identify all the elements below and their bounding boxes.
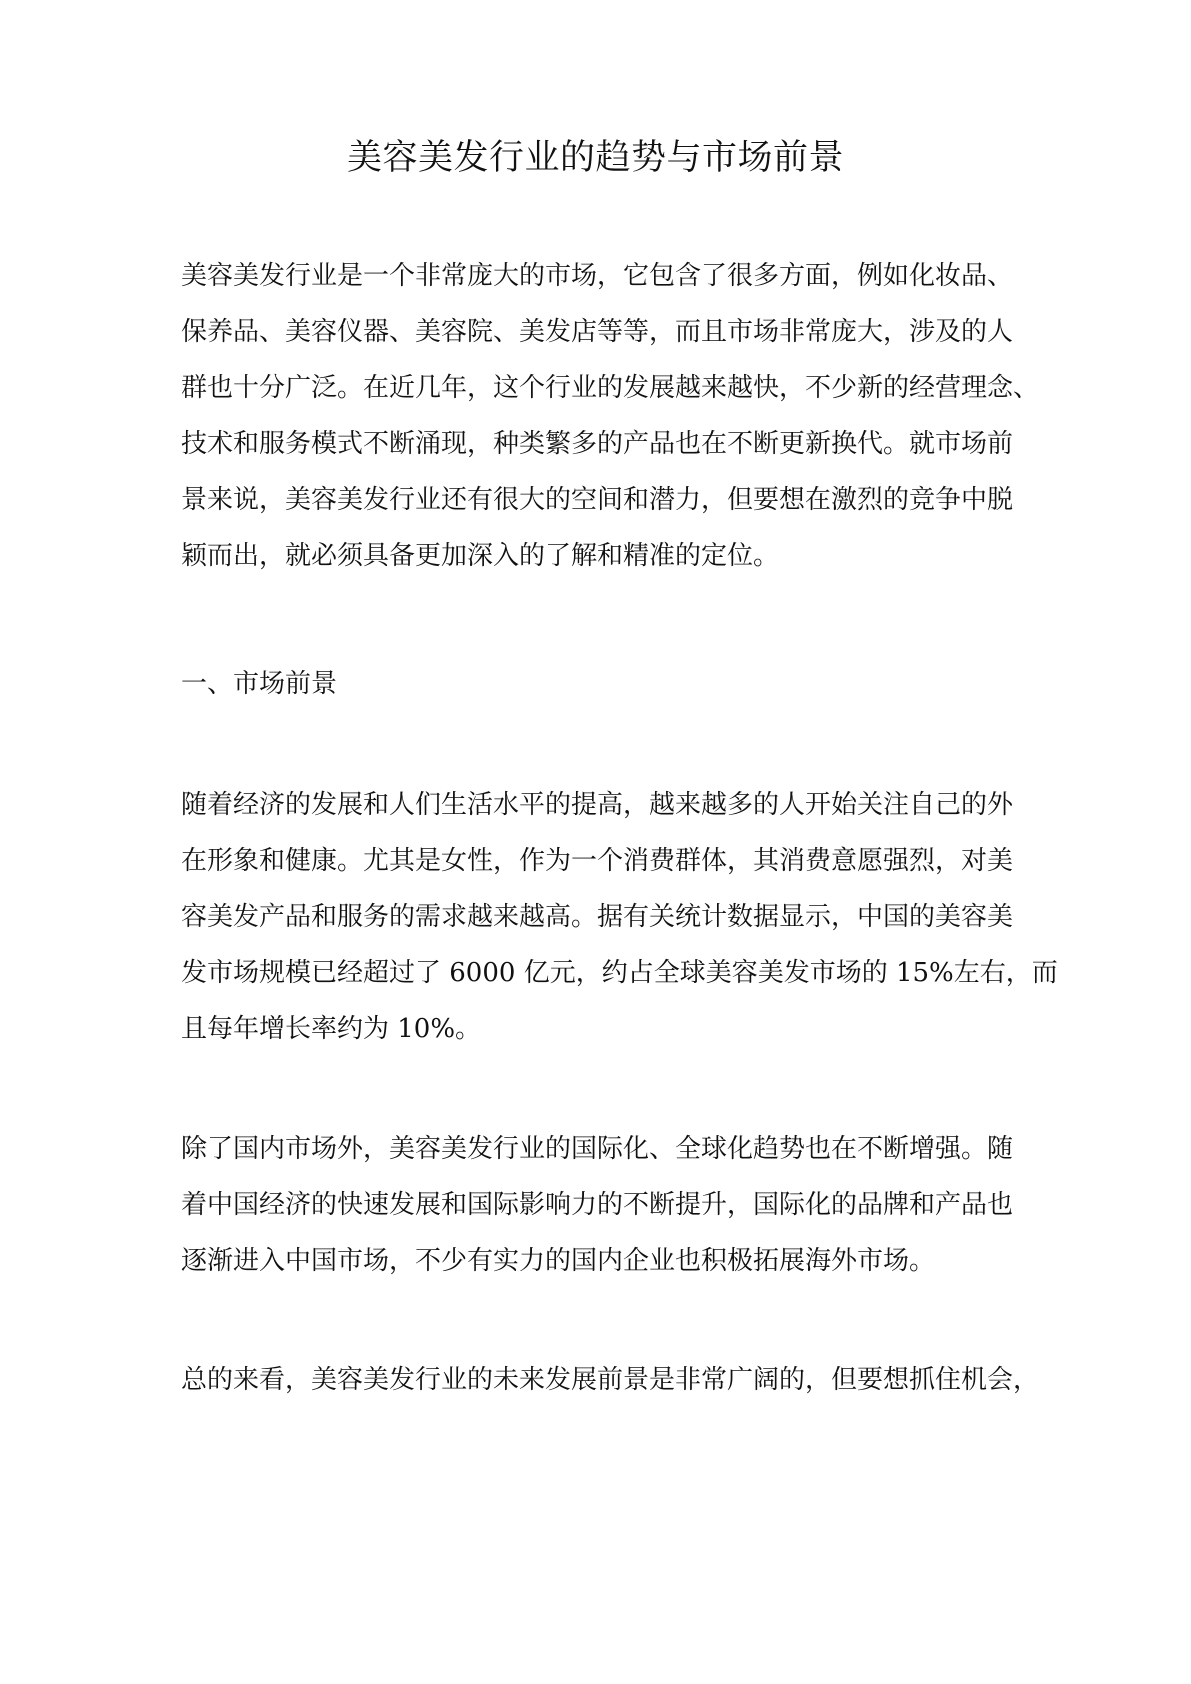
document-title: 美容美发行业的趋势与市场前景	[346, 138, 844, 178]
paragraph-line: 随着经济的发展和人们生活水平的提高，越来越多的人开始关注自己的外	[181, 790, 1014, 820]
paragraph-line: 景来说，美容美发行业还有很大的空间和潜力，但要想在激烈的竞争中脱	[181, 485, 1014, 515]
paragraph-line: 且每年增长率约为 10%。	[181, 1014, 482, 1044]
paragraph-line: 群也十分广泛。在近几年，这个行业的发展越来越快，不少新的经营理念、	[181, 373, 1040, 403]
paragraph-line: 技术和服务模式不断涌现，种类繁多的产品也在不断更新换代。就市场前	[181, 429, 1014, 459]
paragraph-line: 颖而出，就必须具备更加深入的了解和精准的定位。	[181, 541, 780, 571]
paragraph-line: 发市场规模已经超过了 6000 亿元，约占全球美容美发市场的 15%左右，而	[181, 958, 1058, 988]
summary-paragraph	[181, 1352, 1040, 1408]
section-heading: 一、市场前景	[181, 669, 338, 699]
market-outlook-paragraph	[181, 777, 1058, 1057]
paragraph-line: 在形象和健康。尤其是女性，作为一个消费群体，其消费意愿强烈，对美	[181, 846, 1014, 876]
paragraph-line: 总的来看，美容美发行业的未来发展前景是非常广阔的，但要想抓住机会，	[181, 1365, 1040, 1395]
paragraph-line: 保养品、美容仪器、美容院、美发店等等，而且市场非常庞大，涉及的人	[181, 317, 1014, 347]
paragraph-line: 着中国经济的快速发展和国际影响力的不断提升，国际化的品牌和产品也	[181, 1190, 1014, 1220]
paragraph-line: 美容美发行业是一个非常庞大的市场，它包含了很多方面，例如化妆品、	[181, 261, 1014, 291]
intro-paragraph	[181, 248, 1040, 584]
paragraph-line: 逐渐进入中国市场，不少有实力的国内企业也积极拓展海外市场。	[181, 1246, 936, 1276]
internationalization-paragraph	[181, 1121, 1013, 1289]
paragraph-line: 容美发产品和服务的需求越来越高。据有关统计数据显示，中国的美容美	[181, 902, 1014, 932]
paragraph-line: 除了国内市场外，美容美发行业的国际化、全球化趋势也在不断增强。随	[181, 1134, 1014, 1164]
